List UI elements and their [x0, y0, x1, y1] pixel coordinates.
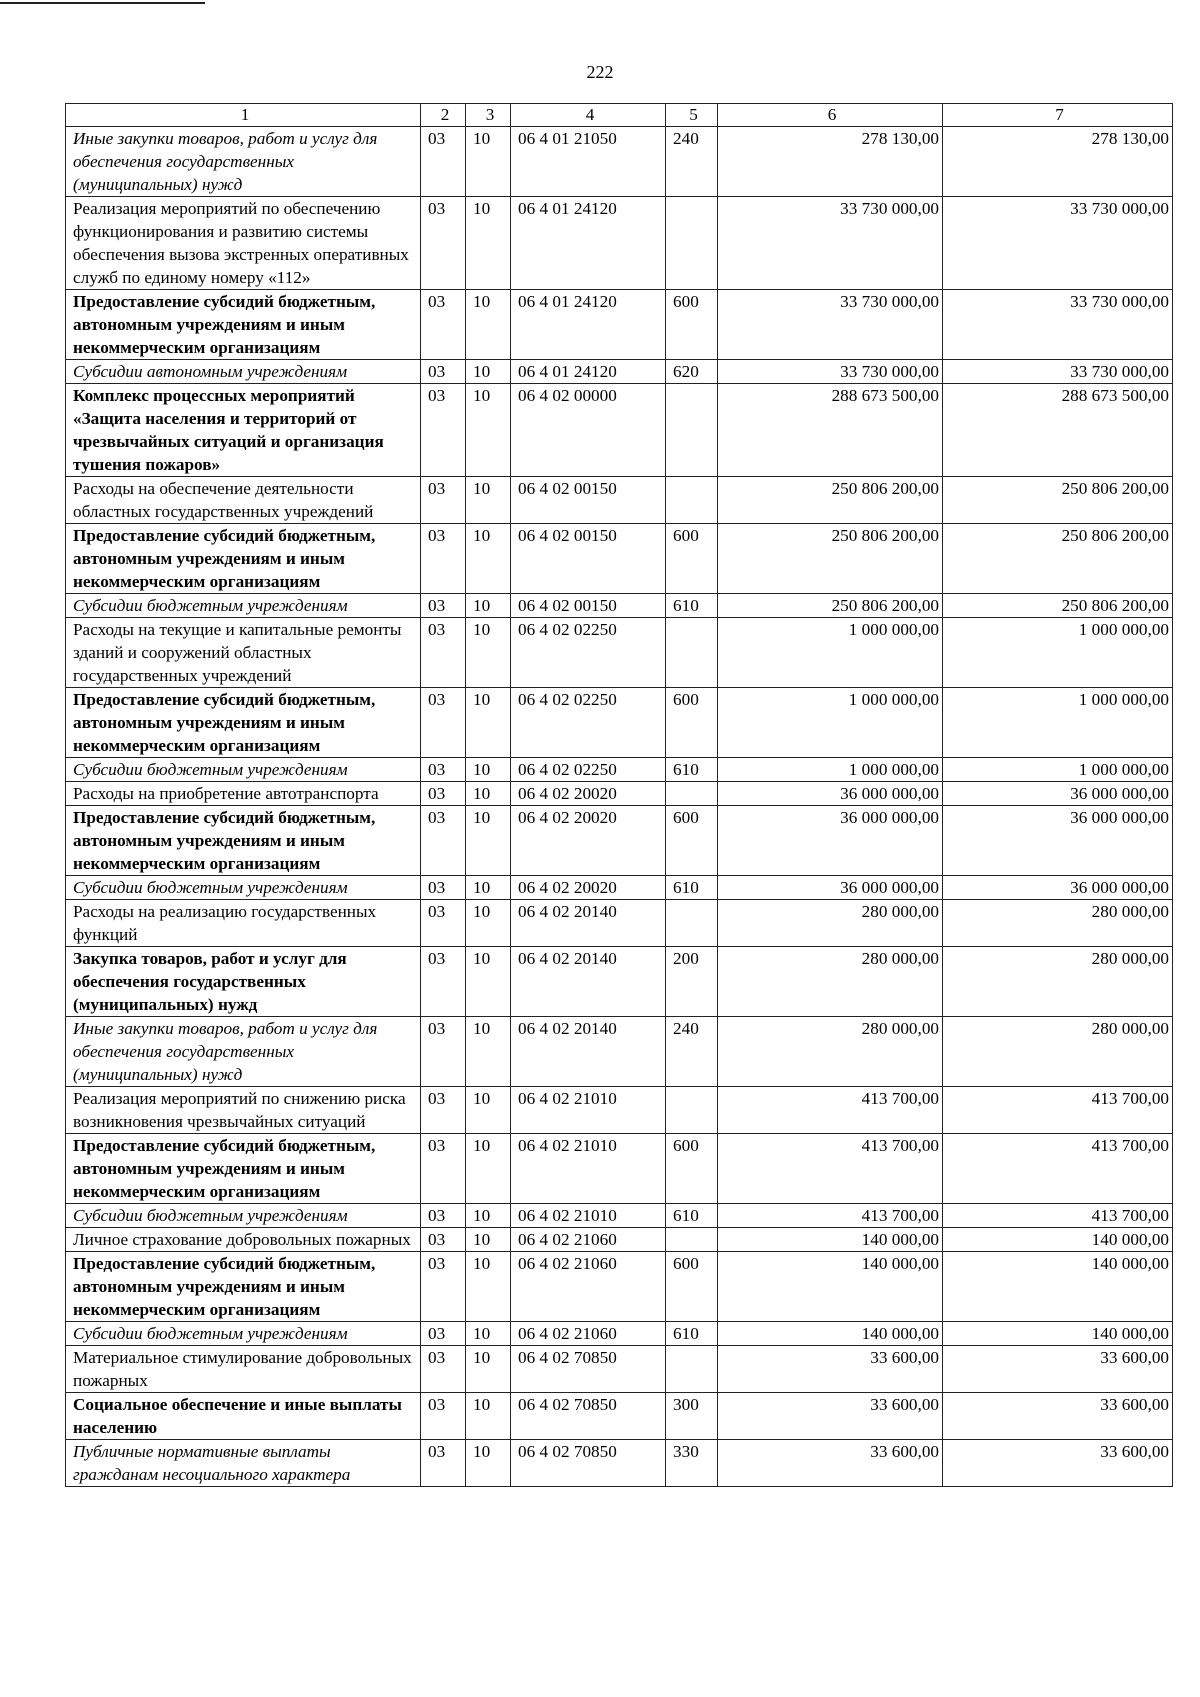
row-name-cell: Предоставление субсидий бюджетным, автономным учреждениям и иным некоммерческим организациям	[66, 1252, 421, 1322]
subsection-code-cell: 10	[466, 758, 511, 782]
amount-year2-cell: 280 000,00	[943, 947, 1173, 1017]
amount-year1-cell: 33 730 000,00	[718, 360, 943, 384]
subsection-code-cell: 10	[466, 1204, 511, 1228]
target-article-code-cell: 06 4 01 24120	[511, 360, 666, 384]
subsection-code-cell: 10	[466, 384, 511, 477]
section-code-cell: 03	[421, 524, 466, 594]
expense-type-code-cell: 600	[666, 806, 718, 876]
table-row	[66, 477, 1173, 524]
row-name-cell: Иные закупки товаров, работ и услуг для обеспечения государственных (муниципальных) нужд	[66, 1017, 421, 1087]
expense-type-code-cell	[666, 618, 718, 688]
subsection-code-cell: 10	[466, 1346, 511, 1393]
target-article-code-cell: 06 4 02 70850	[511, 1440, 666, 1487]
subsection-code-cell: 10	[466, 688, 511, 758]
subsection-code-cell: 10	[466, 876, 511, 900]
table-row	[66, 1346, 1173, 1393]
target-article-code-cell: 06 4 02 20020	[511, 806, 666, 876]
subsection-code-cell: 10	[466, 477, 511, 524]
amount-year2-cell: 33 730 000,00	[943, 197, 1173, 290]
table-body	[66, 127, 1173, 1487]
amount-year1-cell: 33 600,00	[718, 1346, 943, 1393]
target-article-code-cell: 06 4 02 20140	[511, 947, 666, 1017]
amount-year2-cell: 36 000 000,00	[943, 782, 1173, 806]
target-article-code-cell: 06 4 02 02250	[511, 618, 666, 688]
expense-type-code-cell: 330	[666, 1440, 718, 1487]
row-name-cell: Расходы на обеспечение деятельности областных государственных учреждений	[66, 477, 421, 524]
subsection-code-cell: 10	[466, 1440, 511, 1487]
section-code-cell: 03	[421, 758, 466, 782]
amount-year2-cell: 413 700,00	[943, 1087, 1173, 1134]
expense-type-code-cell: 300	[666, 1393, 718, 1440]
table-row	[66, 1087, 1173, 1134]
section-code-cell: 03	[421, 1134, 466, 1204]
section-code-cell: 03	[421, 782, 466, 806]
expense-type-code-cell: 610	[666, 1204, 718, 1228]
expense-type-code-cell: 610	[666, 876, 718, 900]
subsection-code-cell: 10	[466, 1322, 511, 1346]
target-article-code-cell: 06 4 02 00150	[511, 524, 666, 594]
row-name-cell: Публичные нормативные выплаты гражданам несоциального характера	[66, 1440, 421, 1487]
row-name-cell: Социальное обеспечение и иные выплаты населению	[66, 1393, 421, 1440]
row-name-cell: Расходы на текущие и капитальные ремонты зданий и сооружений областных государственных учреждений	[66, 618, 421, 688]
section-code-cell: 03	[421, 127, 466, 197]
amount-year2-cell: 250 806 200,00	[943, 477, 1173, 524]
amount-year2-cell: 140 000,00	[943, 1322, 1173, 1346]
row-name-cell: Субсидии автономным учреждениям	[66, 360, 421, 384]
section-code-cell: 03	[421, 1346, 466, 1393]
amount-year1-cell: 278 130,00	[718, 127, 943, 197]
expense-type-code-cell: 620	[666, 360, 718, 384]
header-cell: 7	[943, 104, 1173, 127]
target-article-code-cell: 06 4 02 20140	[511, 900, 666, 947]
row-name-cell: Материальное стимулирование добровольных пожарных	[66, 1346, 421, 1393]
expense-type-code-cell	[666, 1346, 718, 1393]
amount-year1-cell: 288 673 500,00	[718, 384, 943, 477]
expense-type-code-cell: 600	[666, 290, 718, 360]
subsection-code-cell: 10	[466, 1228, 511, 1252]
amount-year1-cell: 280 000,00	[718, 947, 943, 1017]
amount-year1-cell: 36 000 000,00	[718, 876, 943, 900]
subsection-code-cell: 10	[466, 782, 511, 806]
amount-year1-cell: 33 600,00	[718, 1440, 943, 1487]
amount-year2-cell: 1 000 000,00	[943, 618, 1173, 688]
expense-type-code-cell: 200	[666, 947, 718, 1017]
target-article-code-cell: 06 4 02 21060	[511, 1322, 666, 1346]
subsection-code-cell: 10	[466, 947, 511, 1017]
target-article-code-cell: 06 4 02 21060	[511, 1252, 666, 1322]
section-code-cell: 03	[421, 384, 466, 477]
target-article-code-cell: 06 4 02 21010	[511, 1204, 666, 1228]
target-article-code-cell: 06 4 02 00000	[511, 384, 666, 477]
amount-year2-cell: 33 730 000,00	[943, 290, 1173, 360]
header-cell: 3	[466, 104, 511, 127]
target-article-code-cell: 06 4 02 70850	[511, 1346, 666, 1393]
amount-year1-cell: 1 000 000,00	[718, 758, 943, 782]
subsection-code-cell: 10	[466, 197, 511, 290]
amount-year1-cell: 413 700,00	[718, 1204, 943, 1228]
expense-type-code-cell: 600	[666, 1252, 718, 1322]
budget-table	[65, 103, 1173, 1487]
subsection-code-cell: 10	[466, 127, 511, 197]
amount-year2-cell: 140 000,00	[943, 1228, 1173, 1252]
subsection-code-cell: 10	[466, 290, 511, 360]
target-article-code-cell: 06 4 02 02250	[511, 758, 666, 782]
table-row	[66, 594, 1173, 618]
expense-type-code-cell: 240	[666, 1017, 718, 1087]
subsection-code-cell: 10	[466, 594, 511, 618]
row-name-cell: Субсидии бюджетным учреждениям	[66, 758, 421, 782]
expense-type-code-cell: 600	[666, 688, 718, 758]
row-name-cell: Предоставление субсидий бюджетным, автономным учреждениям и иным некоммерческим организациям	[66, 524, 421, 594]
section-code-cell: 03	[421, 1017, 466, 1087]
expense-type-code-cell	[666, 384, 718, 477]
target-article-code-cell: 06 4 02 20020	[511, 782, 666, 806]
subsection-code-cell: 10	[466, 900, 511, 947]
amount-year2-cell: 1 000 000,00	[943, 758, 1173, 782]
target-article-code-cell: 06 4 02 21010	[511, 1087, 666, 1134]
expense-type-code-cell: 610	[666, 1322, 718, 1346]
table-row	[66, 1204, 1173, 1228]
amount-year1-cell: 250 806 200,00	[718, 594, 943, 618]
amount-year2-cell: 33 730 000,00	[943, 360, 1173, 384]
header-cell: 1	[66, 104, 421, 127]
header-cell: 5	[666, 104, 718, 127]
row-name-cell: Предоставление субсидий бюджетным, автономным учреждениям и иным некоммерческим организациям	[66, 806, 421, 876]
row-name-cell: Субсидии бюджетным учреждениям	[66, 876, 421, 900]
row-name-cell: Закупка товаров, работ и услуг для обеспечения государственных (муниципальных) нужд	[66, 947, 421, 1017]
target-article-code-cell: 06 4 02 02250	[511, 688, 666, 758]
amount-year1-cell: 413 700,00	[718, 1134, 943, 1204]
expense-type-code-cell	[666, 197, 718, 290]
amount-year2-cell: 280 000,00	[943, 900, 1173, 947]
section-code-cell: 03	[421, 290, 466, 360]
page-number: 222	[586, 62, 614, 82]
section-code-cell: 03	[421, 688, 466, 758]
amount-year2-cell: 250 806 200,00	[943, 524, 1173, 594]
amount-year2-cell: 140 000,00	[943, 1252, 1173, 1322]
target-article-code-cell: 06 4 02 21060	[511, 1228, 666, 1252]
section-code-cell: 03	[421, 1322, 466, 1346]
amount-year1-cell: 36 000 000,00	[718, 782, 943, 806]
section-code-cell: 03	[421, 1204, 466, 1228]
target-article-code-cell: 06 4 02 00150	[511, 594, 666, 618]
expense-type-code-cell	[666, 1228, 718, 1252]
row-name-cell: Субсидии бюджетным учреждениям	[66, 594, 421, 618]
amount-year1-cell: 33 730 000,00	[718, 197, 943, 290]
amount-year1-cell: 1 000 000,00	[718, 618, 943, 688]
row-name-cell: Предоставление субсидий бюджетным, автономным учреждениям и иным некоммерческим организациям	[66, 688, 421, 758]
target-article-code-cell: 06 4 02 00150	[511, 477, 666, 524]
table-row	[66, 618, 1173, 688]
subsection-code-cell: 10	[466, 618, 511, 688]
table-row	[66, 688, 1173, 758]
row-name-cell: Личное страхование добровольных пожарных	[66, 1228, 421, 1252]
section-code-cell: 03	[421, 594, 466, 618]
row-name-cell: Субсидии бюджетным учреждениям	[66, 1322, 421, 1346]
amount-year2-cell: 36 000 000,00	[943, 876, 1173, 900]
subsection-code-cell: 10	[466, 360, 511, 384]
table-row	[66, 360, 1173, 384]
table-row	[66, 1440, 1173, 1487]
section-code-cell: 03	[421, 1440, 466, 1487]
table-row	[66, 1134, 1173, 1204]
table-row	[66, 806, 1173, 876]
header-cell: 4	[511, 104, 666, 127]
row-name-cell: Предоставление субсидий бюджетным, автономным учреждениям и иным некоммерческим организациям	[66, 1134, 421, 1204]
amount-year1-cell: 33 730 000,00	[718, 290, 943, 360]
amount-year1-cell: 33 600,00	[718, 1393, 943, 1440]
table-row	[66, 758, 1173, 782]
section-code-cell: 03	[421, 806, 466, 876]
row-name-cell: Расходы на реализацию государственных функций	[66, 900, 421, 947]
expense-type-code-cell	[666, 1087, 718, 1134]
target-article-code-cell: 06 4 02 21010	[511, 1134, 666, 1204]
target-article-code-cell: 06 4 02 20140	[511, 1017, 666, 1087]
amount-year1-cell: 280 000,00	[718, 1017, 943, 1087]
section-code-cell: 03	[421, 360, 466, 384]
section-code-cell: 03	[421, 477, 466, 524]
section-code-cell: 03	[421, 876, 466, 900]
amount-year2-cell: 250 806 200,00	[943, 594, 1173, 618]
section-code-cell: 03	[421, 947, 466, 1017]
section-code-cell: 03	[421, 1228, 466, 1252]
target-article-code-cell: 06 4 02 20020	[511, 876, 666, 900]
section-code-cell: 03	[421, 197, 466, 290]
expense-type-code-cell	[666, 477, 718, 524]
amount-year1-cell: 140 000,00	[718, 1322, 943, 1346]
subsection-code-cell: 10	[466, 524, 511, 594]
target-article-code-cell: 06 4 02 70850	[511, 1393, 666, 1440]
expense-type-code-cell: 610	[666, 594, 718, 618]
row-name-cell: Реализация мероприятий по обеспечению функционирования и развитию системы обеспечения вызова экстренных оперативных служб по единому номеру «112»	[66, 197, 421, 290]
amount-year2-cell: 413 700,00	[943, 1134, 1173, 1204]
expense-type-code-cell	[666, 900, 718, 947]
table-row	[66, 127, 1173, 197]
table-row	[66, 290, 1173, 360]
row-name-cell: Иные закупки товаров, работ и услуг для обеспечения государственных (муниципальных) нужд	[66, 127, 421, 197]
amount-year2-cell: 33 600,00	[943, 1440, 1173, 1487]
amount-year2-cell: 288 673 500,00	[943, 384, 1173, 477]
table-row	[66, 1393, 1173, 1440]
expense-type-code-cell: 610	[666, 758, 718, 782]
target-article-code-cell: 06 4 01 24120	[511, 197, 666, 290]
table-row	[66, 197, 1173, 290]
expense-type-code-cell	[666, 782, 718, 806]
table-row	[66, 900, 1173, 947]
table-row	[66, 384, 1173, 477]
row-name-cell: Реализация мероприятий по снижению риска возникновения чрезвычайных ситуаций	[66, 1087, 421, 1134]
header-cell: 2	[421, 104, 466, 127]
row-name-cell: Комплекс процессных мероприятий «Защита населения и территорий от чрезвычайных ситуаций и организация тушения пожаров»	[66, 384, 421, 477]
expense-type-code-cell: 600	[666, 524, 718, 594]
section-code-cell: 03	[421, 618, 466, 688]
row-name-cell: Субсидии бюджетным учреждениям	[66, 1204, 421, 1228]
amount-year2-cell: 413 700,00	[943, 1204, 1173, 1228]
scan-edge-line	[0, 2, 205, 4]
expense-type-code-cell: 600	[666, 1134, 718, 1204]
subsection-code-cell: 10	[466, 1017, 511, 1087]
table-row	[66, 947, 1173, 1017]
table-row	[66, 876, 1173, 900]
amount-year2-cell: 278 130,00	[943, 127, 1173, 197]
subsection-code-cell: 10	[466, 1393, 511, 1440]
header-cell: 6	[718, 104, 943, 127]
section-code-cell: 03	[421, 900, 466, 947]
table-row	[66, 782, 1173, 806]
amount-year1-cell: 413 700,00	[718, 1087, 943, 1134]
amount-year1-cell: 250 806 200,00	[718, 524, 943, 594]
target-article-code-cell: 06 4 01 21050	[511, 127, 666, 197]
row-name-cell: Расходы на приобретение автотранспорта	[66, 782, 421, 806]
subsection-code-cell: 10	[466, 806, 511, 876]
table-row	[66, 1228, 1173, 1252]
row-name-cell: Предоставление субсидий бюджетным, автономным учреждениям и иным некоммерческим организациям	[66, 290, 421, 360]
subsection-code-cell: 10	[466, 1134, 511, 1204]
amount-year2-cell: 33 600,00	[943, 1346, 1173, 1393]
expense-type-code-cell: 240	[666, 127, 718, 197]
table-row	[66, 524, 1173, 594]
amount-year2-cell: 280 000,00	[943, 1017, 1173, 1087]
amount-year1-cell: 250 806 200,00	[718, 477, 943, 524]
section-code-cell: 03	[421, 1393, 466, 1440]
target-article-code-cell: 06 4 01 24120	[511, 290, 666, 360]
amount-year2-cell: 36 000 000,00	[943, 806, 1173, 876]
amount-year1-cell: 140 000,00	[718, 1252, 943, 1322]
table-row	[66, 1017, 1173, 1087]
amount-year2-cell: 1 000 000,00	[943, 688, 1173, 758]
amount-year1-cell: 280 000,00	[718, 900, 943, 947]
amount-year1-cell: 1 000 000,00	[718, 688, 943, 758]
amount-year2-cell: 33 600,00	[943, 1393, 1173, 1440]
header-row	[66, 104, 1173, 127]
subsection-code-cell: 10	[466, 1087, 511, 1134]
amount-year1-cell: 140 000,00	[718, 1228, 943, 1252]
subsection-code-cell: 10	[466, 1252, 511, 1322]
section-code-cell: 03	[421, 1252, 466, 1322]
table-row	[66, 1252, 1173, 1322]
table-row	[66, 1322, 1173, 1346]
amount-year1-cell: 36 000 000,00	[718, 806, 943, 876]
section-code-cell: 03	[421, 1087, 466, 1134]
